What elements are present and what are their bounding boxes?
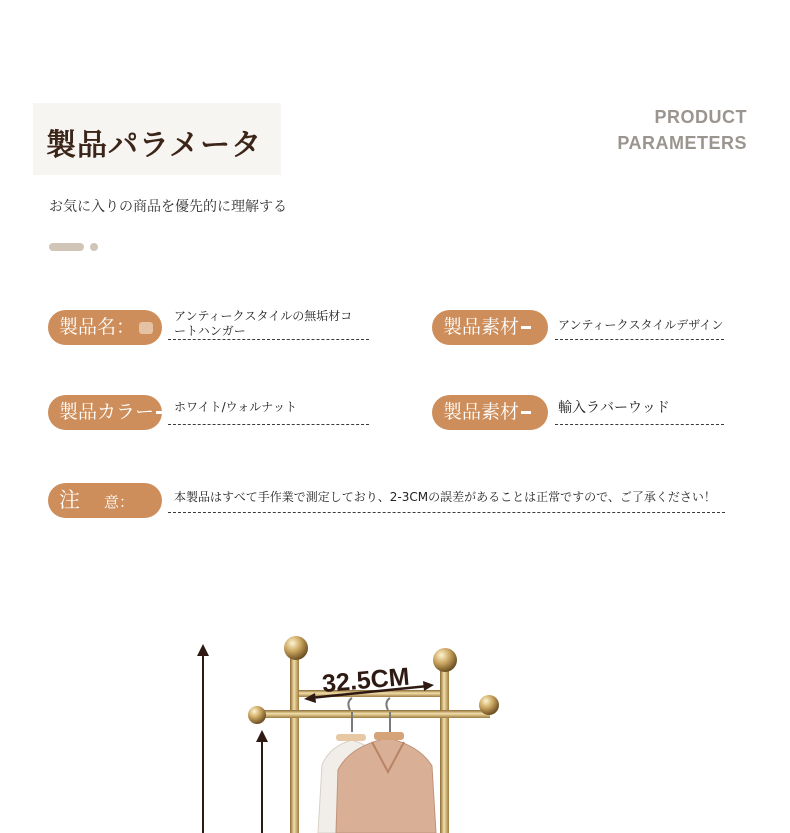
- product-material-value: アンティークスタイルデザイン: [558, 318, 724, 332]
- product-material-label: [432, 310, 548, 345]
- product-name-label: [48, 310, 162, 345]
- note-label-b: 意：: [104, 493, 135, 511]
- dot-long: [49, 243, 84, 251]
- coat-rack-illustration: [0, 560, 790, 833]
- product-material2-label-text: 製品素材: [443, 401, 520, 423]
- product-color-label-text: 製品カラー: [59, 401, 155, 423]
- product-name-label-text: 製品名：: [59, 316, 136, 338]
- dashed-line: [555, 339, 724, 340]
- dashed-line: [168, 339, 369, 340]
- english-heading: [617, 104, 747, 156]
- finial-ball: [284, 636, 308, 660]
- english-heading-line2: PARAMETERS: [617, 133, 747, 153]
- product-material2-label: [432, 395, 548, 430]
- width-label: 32.5CM: [320, 662, 411, 699]
- label-bar: [521, 411, 531, 414]
- hanger-hook: [386, 698, 390, 710]
- blurred-mark: [139, 322, 153, 334]
- wooden-hanger: [374, 732, 404, 740]
- hanging-bar: [255, 710, 490, 718]
- right-pole: [440, 664, 449, 833]
- note-label-a: 注: [59, 488, 80, 512]
- subtitle: お気に入りの商品を優先的に理解する: [49, 199, 287, 215]
- label-bar: [521, 326, 531, 329]
- dashed-line: [168, 512, 725, 513]
- product-color-value: ホワイト/ウォルナット: [174, 400, 297, 414]
- finial-ball: [433, 648, 457, 672]
- end-ball: [248, 706, 266, 724]
- wooden-hanger: [336, 734, 366, 741]
- product-name-value-line1: アンティークスタイルの無垢材コ: [174, 309, 353, 323]
- product-material2-value: 輸入ラバーウッド: [558, 400, 670, 416]
- product-color-label: [48, 395, 162, 430]
- label-bar: [156, 411, 166, 414]
- dashed-line: [168, 424, 369, 425]
- hanger-hook: [348, 698, 352, 710]
- english-heading-line1: PRODUCT: [654, 107, 747, 127]
- note-label: [48, 483, 162, 518]
- end-ball: [479, 695, 499, 715]
- dot-round: [90, 243, 98, 251]
- inner-height-arrow: [256, 730, 268, 833]
- product-name-value-line2: ートハンガー: [174, 324, 246, 338]
- dashed-line: [555, 424, 724, 425]
- product-name-value: [174, 309, 352, 339]
- page-title: 製品パラメータ: [46, 128, 263, 163]
- note-value: 本製品はすべて手作業で測定しており、2-3CMの誤差があることは正常ですので、ご了承ください！: [174, 490, 716, 504]
- product-material-label-text: 製品素材: [443, 316, 520, 338]
- height-arrow: [197, 644, 209, 833]
- left-pole: [290, 650, 299, 833]
